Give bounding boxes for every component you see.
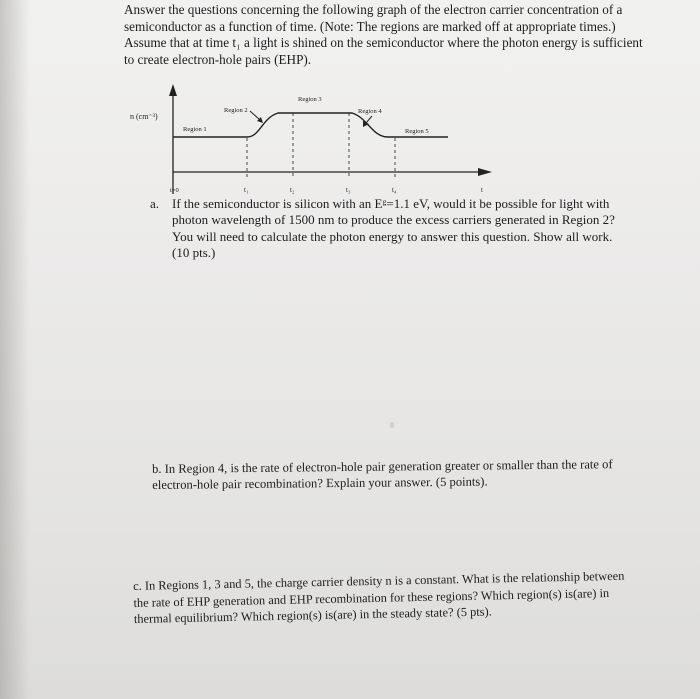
y-axis-label: n (cm⁻³) — [130, 112, 158, 121]
region-1-label: Region 1 — [183, 126, 207, 133]
x-axis-label: t — [481, 186, 483, 194]
region4-pointer — [366, 116, 372, 123]
y-axis-arrow — [169, 84, 177, 96]
origin-label: t=0 — [170, 187, 179, 194]
x-axis-arrow — [478, 168, 492, 176]
question-b-text: b. In Region 4, is the rate of electron-hole pair generation greater or smaller than the rate of electron-hole pair recombination? Explain your answer. (5 points). — [152, 457, 613, 492]
question-a-label: a. — [150, 196, 160, 211]
carrier-concentration-graph — [120, 82, 500, 200]
intro-paragraph: Answer the questions concerning the following graph of the electron carrier concentration of a semiconductor as a function of time. (Note: The regions are marked off at appropriate times.) Assume that at time t₁ a light is shined on the semiconductor where the photon energy is sufficient to create electron-hole pairs (EHP). — [124, 2, 643, 67]
question-a-text: If the semiconductor is silicon with an Eᵍ=1.1 eV, would it be possible for light with photon wavelength of 1500 nm to produce the excess carriers generated in Region 2? You will need to calculate the photon energy to answer this question. Show all work. (10 pts.) — [172, 196, 615, 260]
t4-label: t₄ — [392, 186, 397, 194]
question-c-text: c. In Regions 1, 3 and 5, the charge carrier density n is a constant. What is the relationship between the rate of EHP generation and EHP recombination for these regions? Which region(s) is(are) in thermal equilibrium? Which region(s) is(are) in the steady state? (5 pts). — [133, 568, 625, 627]
t3-label: t₃ — [346, 186, 351, 194]
question-a — [150, 196, 630, 274]
region-4-label: Region 4 — [358, 108, 382, 115]
paper-speck — [390, 422, 394, 428]
t1-label: t₁ — [244, 186, 249, 194]
t2-label: t₂ — [290, 186, 295, 194]
region-2-label: Region 2 — [224, 107, 248, 114]
region-3-label: Region 3 — [298, 96, 322, 103]
page-edge-shadow — [0, 0, 30, 699]
region-5-label: Region 5 — [405, 128, 429, 135]
region2-pointer — [250, 111, 260, 120]
